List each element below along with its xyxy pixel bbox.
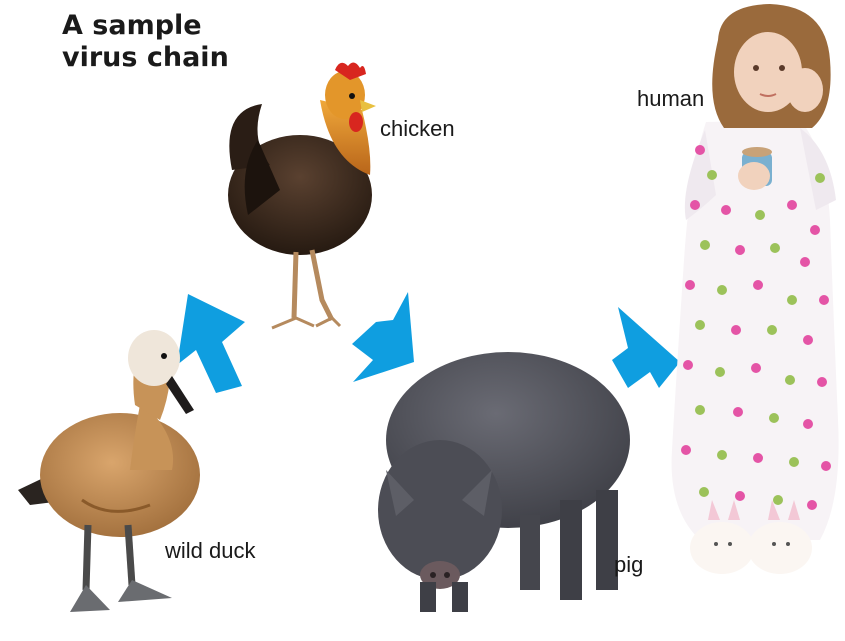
title-line-2: virus chain <box>62 42 229 73</box>
arrow-icon <box>352 292 414 382</box>
pig-image <box>378 352 630 612</box>
label-human: human <box>637 86 705 111</box>
wild-duck-image <box>18 330 200 612</box>
label-wild-duck: wild duck <box>165 538 256 563</box>
label-chicken: chicken <box>380 116 455 141</box>
title-line-1: A sample <box>62 10 202 41</box>
arrow-icon <box>612 307 680 388</box>
chicken-image <box>228 62 376 328</box>
label-pig: pig <box>614 552 644 577</box>
arrow-icon <box>177 294 245 393</box>
